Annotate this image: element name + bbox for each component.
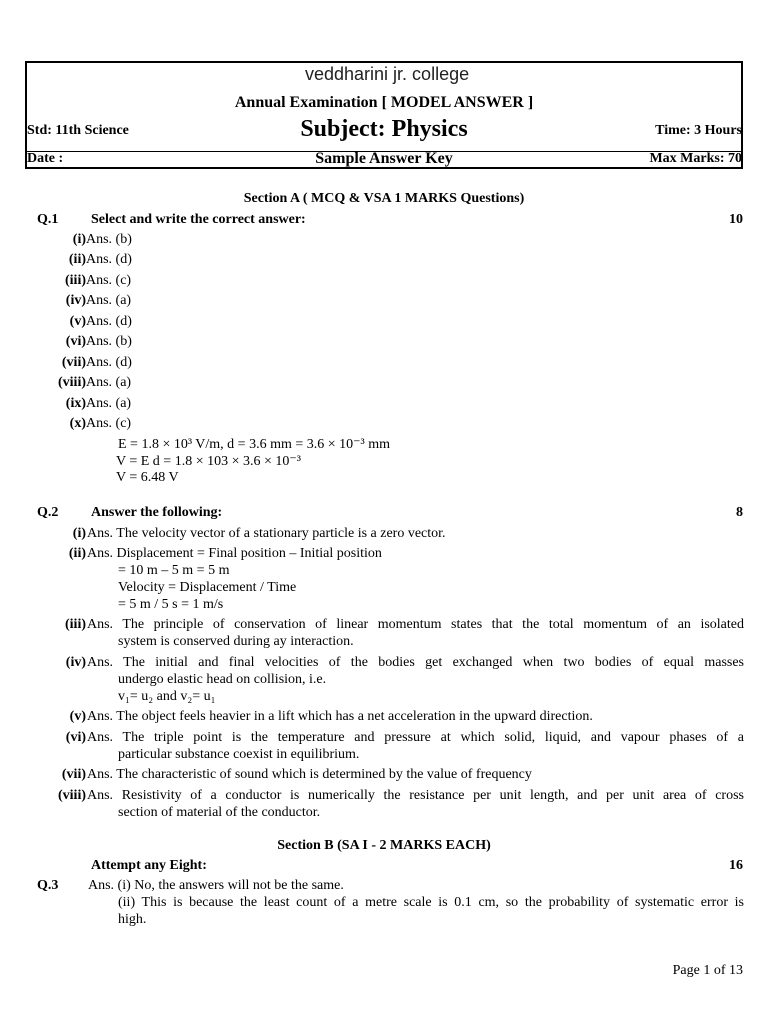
mcq-answer: (ix)Ans. (a)	[65, 396, 132, 411]
q2-title: Answer the following:	[91, 505, 223, 520]
q2-answer-viii: (viii) Ans. Resistivity of a conductor is numerically the resistance per unit length, and per unit area of cross section of material of the conductor.	[58, 788, 744, 820]
mcq-answer: (viii)Ans. (a)	[58, 375, 132, 390]
q2-answer-vi: (vi) Ans. The triple point is the temperature and pressure at which solid, liquid, and vapour phases of a particular substance coexist in equilibrium.	[65, 730, 744, 762]
q1-title: Select and write the correct answer:	[91, 212, 306, 227]
mcq-answer: (x)Ans. (c)	[69, 416, 132, 431]
mcq-answer: (iv)Ans. (a)	[65, 293, 132, 308]
q3-answer-line: high.	[118, 912, 147, 927]
max-marks-label: Max Marks: 70	[649, 151, 742, 166]
q2-answer-iv: (iv) Ans. The initial and final velocities of the bodies get exchanged when two bodies of equal masses undergo elastic head on collision, i.e. v₁= u₂ and v₂= u₁	[65, 655, 744, 704]
mcq-answer: (i)Ans. (b)	[72, 232, 132, 247]
q3-answer-line: (ii) This is because the least count of a metre scale is 0.1 cm, so the probability of systematic error is	[118, 895, 744, 910]
calc-line: E = 1.8 × 10³ V/m, d = 3.6 mm = 3.6 × 10⁻³ mm	[118, 437, 391, 452]
mcq-answer: (v)Ans. (d)	[69, 314, 132, 329]
standard-label: Std: 11th Science	[27, 123, 129, 138]
q1-number: Q.1	[37, 212, 59, 227]
q2-answer-ii: (ii) Ans. Displacement = Final position – Initial position = 10 m – 5 m = 5 m Velocity = Displacement / Time = 5 m / 5 s = 1 m/s	[68, 546, 382, 612]
q2-answer-v: (v) Ans. The object feels heavier in a lift which has a net acceleration in the upward direction.	[69, 709, 593, 724]
mcq-answer: (iii)Ans. (c)	[65, 273, 132, 288]
section-b-marks: 16	[729, 858, 743, 873]
q2-answer-i: (i) Ans. The velocity vector of a stationary particle is a zero vector.	[72, 526, 446, 541]
mcq-answer: (vii)Ans. (d)	[61, 355, 132, 370]
page-number: Page 1 of 13	[672, 963, 743, 978]
section-a-title: Section A ( MCQ & VSA 1 MARKS Questions)	[243, 191, 525, 206]
q3-answer-line: Ans. (i) No, the answers will not be the same.	[88, 878, 344, 893]
date-label: Date :	[27, 151, 64, 166]
calc-line: V = E d = 1.8 × 103 × 3.6 × 10⁻³	[116, 454, 301, 469]
time-label: Time: 3 Hours	[655, 123, 742, 138]
q2-answer-vii: (vii) Ans. The characteristic of sound which is determined by the value of frequency	[61, 767, 532, 782]
exam-title: Annual Examination [ MODEL ANSWER ]	[234, 94, 534, 111]
section-b-instruction: Attempt any Eight:	[91, 858, 207, 873]
college-name: veddharini jr. college	[305, 64, 470, 84]
mcq-answer: (ii)Ans. (d)	[68, 252, 132, 267]
mcq-answer: (vi)Ans. (b)	[65, 334, 132, 349]
sample-answer-key: Sample Answer Key	[315, 150, 453, 167]
q3-number: Q.3	[37, 878, 59, 893]
q2-answer-iii: (iii) Ans. The principle of conservation of linear momentum states that the total momentum of an isolated system is conserved during ay interaction.	[65, 617, 744, 649]
calc-line: V = 6.48 V	[116, 470, 179, 485]
q2-number: Q.2	[37, 505, 59, 520]
q1-marks: 10	[729, 212, 743, 227]
subject-title: Subject: Physics	[300, 116, 468, 142]
section-b-title: Section B (SA I - 2 MARKS EACH)	[277, 838, 491, 853]
q2-marks: 8	[736, 505, 743, 520]
